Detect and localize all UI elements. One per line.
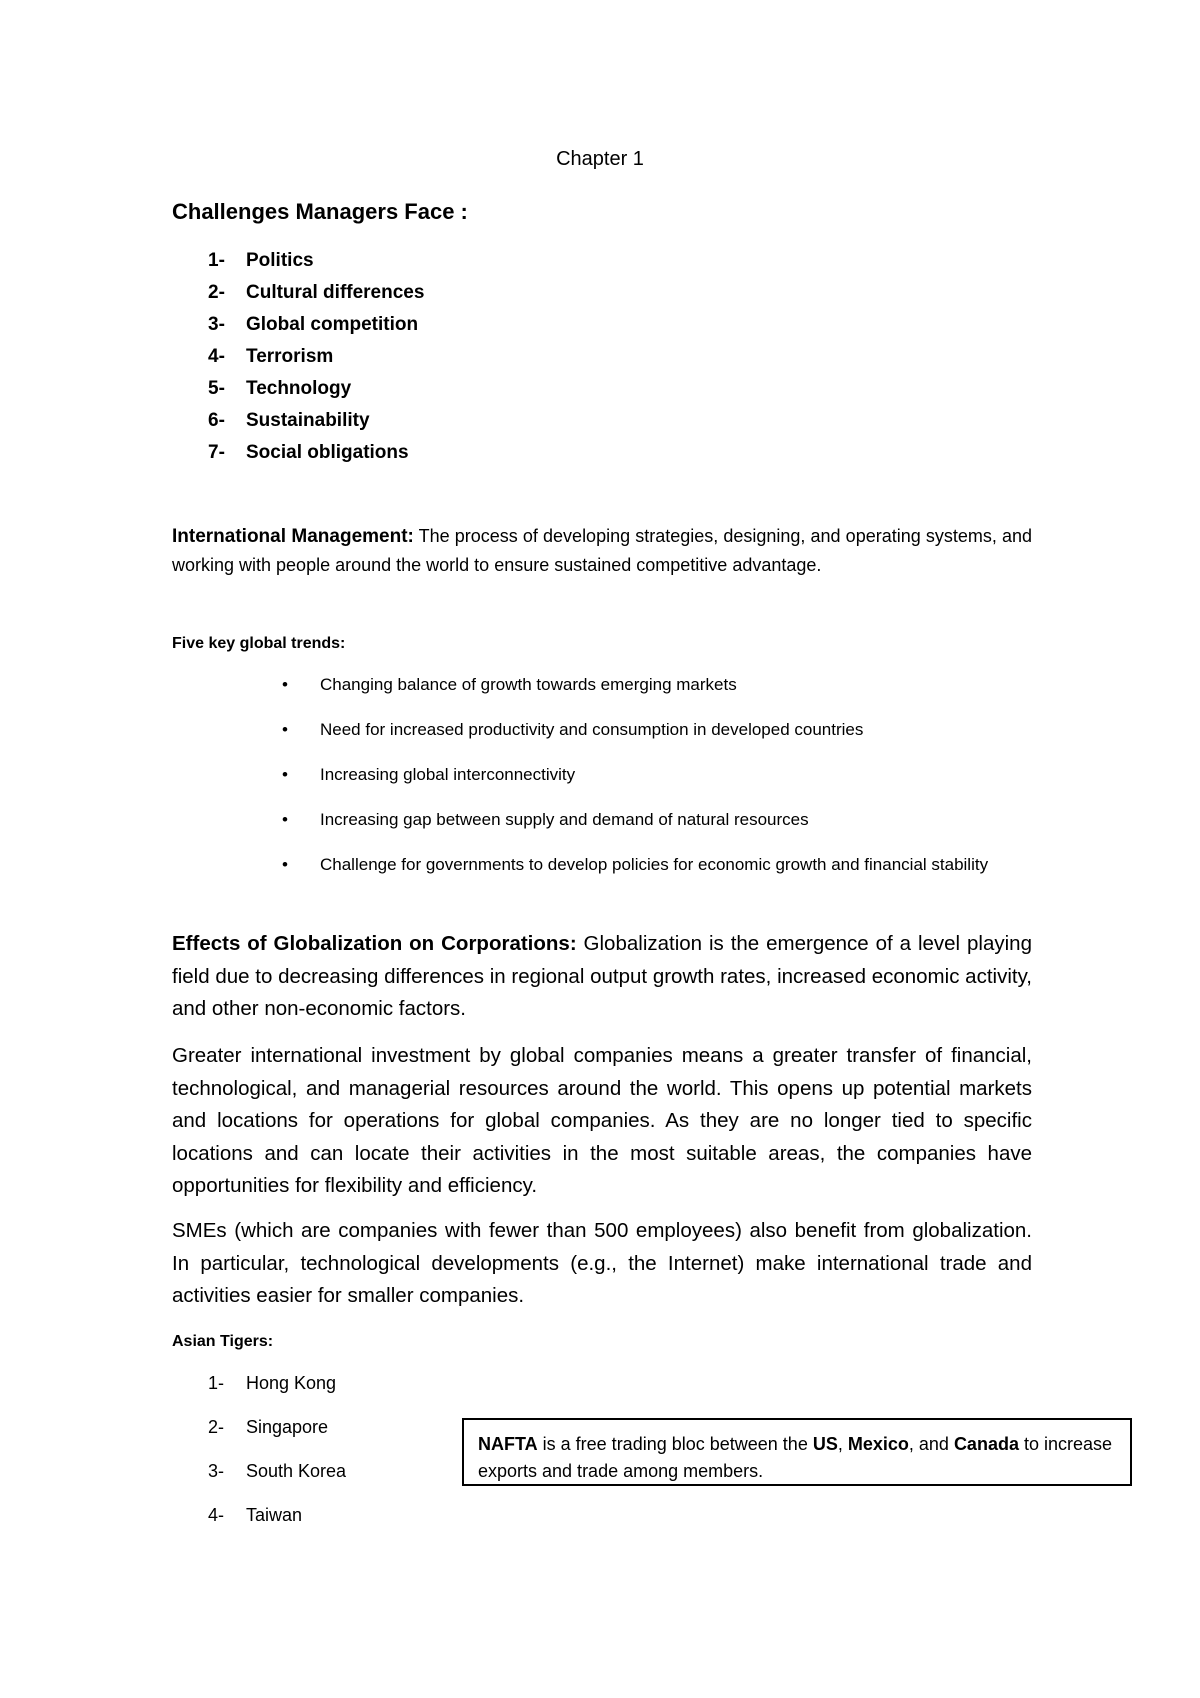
bullet-icon: • xyxy=(282,855,288,874)
item-text: Politics xyxy=(246,250,314,271)
list-item xyxy=(208,1458,346,1502)
item-text: Global competition xyxy=(246,314,419,335)
bullet-icon: • xyxy=(282,810,288,829)
item-text: Singapore xyxy=(246,1417,329,1437)
list-item xyxy=(282,850,1032,879)
item-text: Social obligations xyxy=(246,442,409,463)
item-text: Changing balance of growth towards emerging markets xyxy=(320,675,737,694)
term: International Management: xyxy=(172,526,414,547)
item-text: Increasing global interconnectivity xyxy=(320,765,576,784)
item-number: 2- xyxy=(208,1417,225,1437)
item-text: Taiwan xyxy=(246,1505,303,1525)
list-item xyxy=(282,805,1032,834)
list-item xyxy=(282,715,1032,744)
item-number: 1- xyxy=(208,250,225,271)
term: Effects of Globalization on Corporations: xyxy=(172,932,577,955)
nafta-term: NAFTA xyxy=(478,1434,538,1454)
asian-tigers-list xyxy=(208,1370,346,1546)
item-text: Terrorism xyxy=(246,346,334,367)
nafta-text: to increase exports and trade among members. xyxy=(478,1434,1113,1481)
international-management-paragraph xyxy=(172,522,1032,580)
item-text: Technology xyxy=(246,378,352,399)
item-text: Increasing gap between supply and demand of natural resources xyxy=(320,810,809,829)
item-number: 4- xyxy=(208,1505,225,1525)
list-item xyxy=(208,407,424,439)
challenges-list xyxy=(208,247,424,471)
item-text: South Korea xyxy=(246,1461,347,1481)
item-text: Sustainability xyxy=(246,410,370,431)
item-text: Challenge for governments to develop policies for economic growth and financial stability xyxy=(320,855,989,874)
definition: Globalization is the emergence of a level playing field due to decreasing differences in regional output growth rates, increased economic activity, and other non-economic factors. xyxy=(172,932,1032,1020)
item-text: Need for increased productivity and consumption in developed countries xyxy=(320,720,864,739)
nafta-text: , and xyxy=(908,1434,954,1454)
item-text: Cultural differences xyxy=(246,282,425,303)
globalization-paragraph xyxy=(172,928,1032,1026)
chapter-title: Chapter 1 xyxy=(556,148,644,170)
nafta-text: is a free trading bloc between the xyxy=(537,1434,813,1454)
bullet-icon: • xyxy=(282,675,288,694)
item-number: 3- xyxy=(208,1461,225,1481)
list-item xyxy=(208,375,424,407)
item-number: 3- xyxy=(208,314,225,335)
list-item xyxy=(208,439,424,471)
list-item xyxy=(208,343,424,375)
bullet-icon: • xyxy=(282,720,288,739)
item-number: 7- xyxy=(208,442,225,463)
nafta-canada: Canada xyxy=(953,1434,1019,1454)
list-item xyxy=(208,1502,346,1546)
asian-tigers-heading: Asian Tigers: xyxy=(172,1333,274,1350)
list-item xyxy=(208,247,424,279)
nafta-mexico: Mexico xyxy=(847,1434,909,1454)
nafta-us: US xyxy=(812,1434,838,1454)
item-number: 1- xyxy=(208,1373,225,1393)
item-number: 5- xyxy=(208,378,225,399)
item-text: Hong Kong xyxy=(246,1373,337,1393)
item-number: 2- xyxy=(208,282,225,303)
item-number: 4- xyxy=(208,346,225,367)
item-number: 6- xyxy=(208,410,225,431)
list-item xyxy=(208,279,424,311)
challenges-heading: Challenges Managers Face : xyxy=(172,199,468,224)
list-item xyxy=(282,670,1032,699)
nafta-callout-box xyxy=(462,1418,1132,1486)
smes-paragraph: SMEs (which are companies with fewer than 500 employees) also benefit from globalization. In particular, technological developments (e.g., the Internet) make international trade and activities easier for smaller companies. xyxy=(172,1219,1032,1307)
bullet-icon: • xyxy=(282,765,288,784)
nafta-text: , xyxy=(837,1434,848,1454)
trends-list xyxy=(282,670,1032,895)
list-item xyxy=(282,760,1032,789)
investment-paragraph: Greater international investment by global companies means a greater transfer of financial, technological, and managerial resources around the world. This opens up potential markets and locations for operations for global companies. As they are no longer tied to specific locations and can locate their activities in the most suitable areas, the companies have opportunities for flexibility and efficiency. xyxy=(172,1044,1032,1197)
list-item xyxy=(208,1414,346,1458)
list-item xyxy=(208,311,424,343)
list-item xyxy=(208,1370,346,1414)
trends-heading: Five key global trends: xyxy=(172,635,346,652)
definition: The process of developing strategies, designing, and operating systems, and working with people around the world to ensure sustained competitive advantage. xyxy=(172,526,1032,575)
